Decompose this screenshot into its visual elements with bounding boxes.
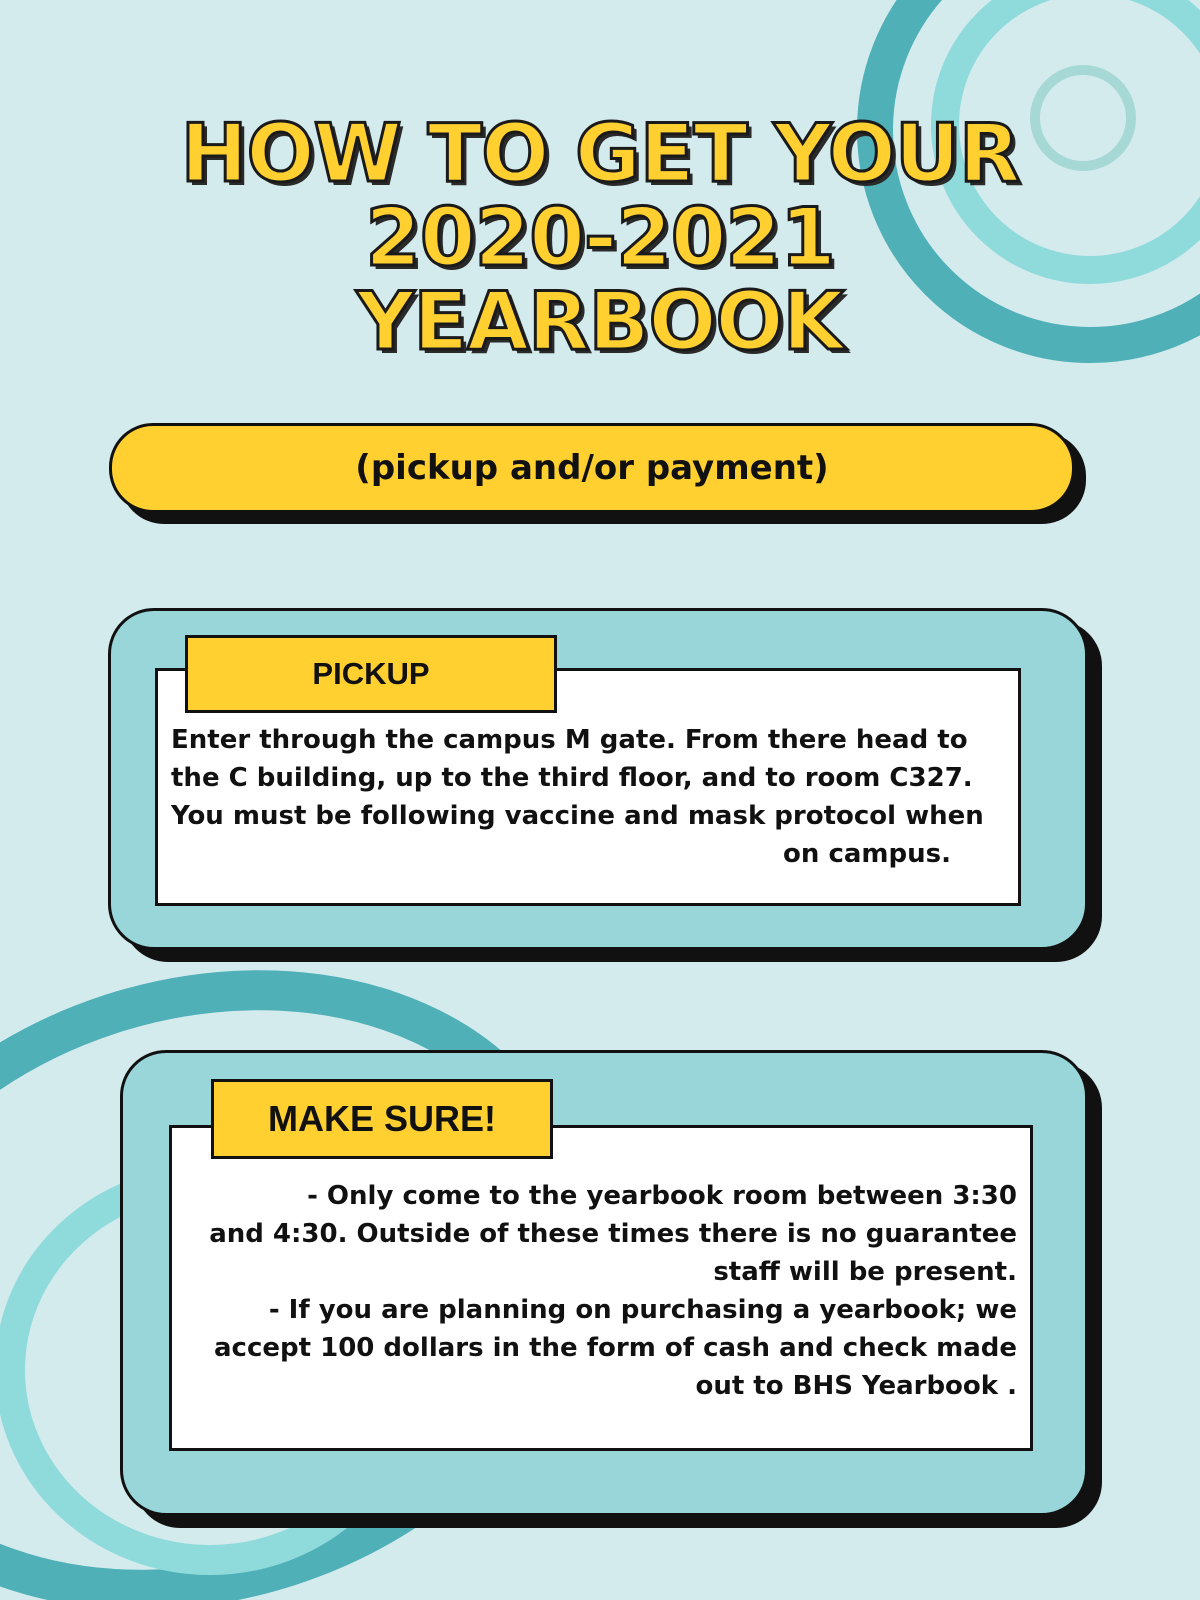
page-title-line-1: HOW TO GET YOUR xyxy=(180,107,1020,200)
pickup-line: on campus. xyxy=(783,839,951,869)
pickup-line: You must be following vaccine and mask protocol when xyxy=(171,801,984,831)
make-sure-line: - Only come to the yearbook room between 3:30 xyxy=(307,1181,1017,1211)
pickup-text xyxy=(171,721,984,873)
pickup-card xyxy=(108,608,1088,950)
page-title-line-2: 2020-2021 xyxy=(365,191,835,284)
pickup-line: Enter through the campus M gate. From there head to xyxy=(171,725,968,755)
make-sure-heading: MAKE SURE! xyxy=(267,1098,496,1139)
make-sure-line: accept 100 dollars in the form of cash and check made xyxy=(214,1333,1017,1363)
make-sure-line: out to BHS Yearbook . xyxy=(695,1371,1017,1401)
page-title-line-3: YEARBOOK xyxy=(356,275,844,368)
subtitle-pill xyxy=(109,423,1075,513)
subtitle-text: (pickup and/or payment) xyxy=(355,448,829,488)
make-sure-line: staff will be present. xyxy=(713,1257,1017,1287)
pickup-line: the C building, up to the third floor, and to room C327. xyxy=(171,763,973,793)
make-sure-text xyxy=(183,1177,1017,1405)
make-sure-line: and 4:30. Outside of these times there is no guarantee xyxy=(209,1219,1017,1249)
pickup-heading-tag xyxy=(185,635,557,713)
make-sure-line: - If you are planning on purchasing a yearbook; we xyxy=(268,1295,1017,1325)
pickup-heading: PICKUP xyxy=(312,656,430,691)
make-sure-card xyxy=(120,1050,1088,1516)
make-sure-heading-tag xyxy=(211,1079,553,1159)
